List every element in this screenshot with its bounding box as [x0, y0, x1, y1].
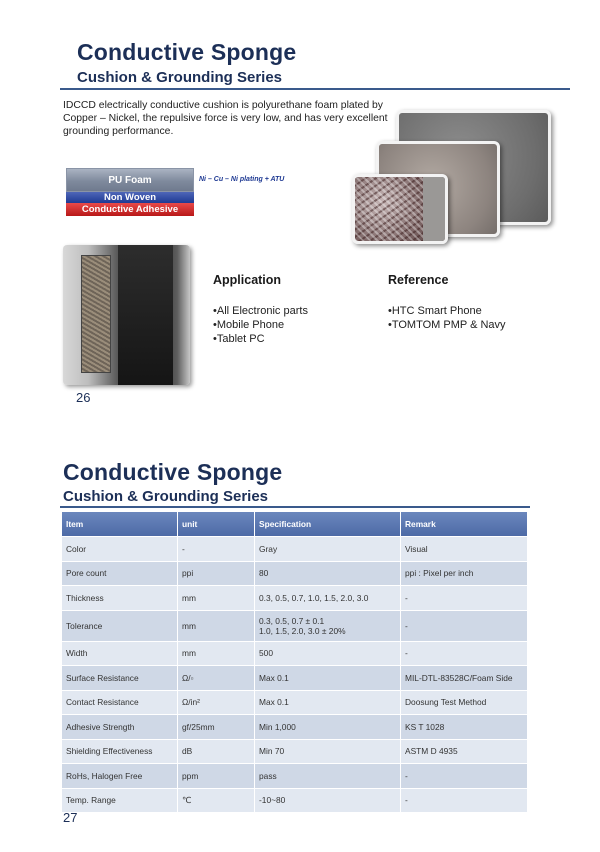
cell-item: Thickness [62, 585, 178, 610]
cell-unit: mm [178, 610, 255, 641]
sponge-photo-closeup [352, 174, 448, 244]
cell-spec: Max 0.1 [255, 690, 401, 715]
cell-remark: - [401, 585, 528, 610]
cell-item: Tolerance [62, 610, 178, 641]
page-number: 27 [63, 810, 78, 825]
cell-spec: Max 0.1 [255, 665, 401, 690]
cell-remark: - [401, 763, 528, 788]
cell-spec [255, 610, 401, 641]
cell-unit: mm [178, 641, 255, 666]
cell-item: Surface Resistance [62, 665, 178, 690]
cell-unit: dB [178, 739, 255, 764]
cell-spec: -10~80 [255, 788, 401, 813]
device-application-photo [63, 245, 190, 385]
spec-line: 0.3, 0.5, 0.7 ± 0.1 [259, 615, 325, 626]
cell-remark: ASTM D 4935 [401, 739, 528, 764]
cell-item: RoHs, Halogen Free [62, 763, 178, 788]
list-item: •All Electronic parts [213, 305, 308, 317]
cell-unit: Ω/in² [178, 690, 255, 715]
reference-heading: Reference [388, 273, 449, 287]
cell-spec: 0.3, 0.5, 0.7, 1.0, 1.5, 2.0, 3.0 [255, 585, 401, 610]
table-row [62, 665, 528, 690]
cell-unit: ℃ [178, 788, 255, 813]
cell-remark: - [401, 641, 528, 666]
table-header-row [62, 512, 528, 536]
cell-item: Width [62, 641, 178, 666]
cell-spec: 80 [255, 561, 401, 586]
table-row [62, 610, 528, 641]
cell-unit: ppi [178, 561, 255, 586]
list-item: •HTC Smart Phone [388, 305, 482, 317]
cell-item: Color [62, 536, 178, 561]
table-row [62, 585, 528, 610]
table-row [62, 536, 528, 561]
cell-unit: - [178, 536, 255, 561]
cell-remark: ppi : Pixel per inch [401, 561, 528, 586]
cell-item: Pore count [62, 561, 178, 586]
layer-non-woven: Non Woven [66, 192, 194, 203]
cell-item: Contact Resistance [62, 690, 178, 715]
header-item: Item [62, 512, 178, 536]
page-title: Conductive Sponge [77, 39, 297, 65]
table-row [62, 641, 528, 666]
table-row [62, 690, 528, 715]
layer-pu-foam: PU Foam [66, 168, 194, 192]
spec-line: 1.0, 1.5, 2.0, 3.0 ± 20% [259, 625, 346, 636]
cell-spec: Min 1,000 [255, 714, 401, 739]
title-divider [60, 506, 530, 508]
cell-item: Adhesive Strength [62, 714, 178, 739]
list-item: •Tablet PC [213, 333, 265, 345]
application-heading: Application [213, 273, 282, 287]
title-divider [60, 88, 570, 90]
cell-remark: - [401, 788, 528, 813]
cell-spec: 500 [255, 641, 401, 666]
cell-remark: Visual [401, 536, 528, 561]
cell-unit: Ω/▫ [178, 665, 255, 690]
table-row [62, 714, 528, 739]
table-row [62, 561, 528, 586]
cell-spec: Min 70 [255, 739, 401, 764]
reference-list [388, 304, 506, 332]
cell-remark: KS T 1028 [401, 714, 528, 739]
page-subtitle: Cushion & Grounding Series [63, 488, 269, 505]
cell-unit: ppm [178, 763, 255, 788]
list-item: •Mobile Phone [213, 319, 285, 331]
cell-unit: mm [178, 585, 255, 610]
header-specification: Specification [255, 512, 401, 536]
application-list [213, 304, 308, 346]
cell-remark: - [401, 610, 528, 641]
cell-spec: Gray [255, 536, 401, 561]
cell-spec: pass [255, 763, 401, 788]
plating-note: Ni – Cu – Ni plating + ATU [199, 176, 285, 183]
header-remark: Remark [401, 512, 528, 536]
header-unit: unit [178, 512, 255, 536]
cell-item: Shielding Effectiveness [62, 739, 178, 764]
spec-table [62, 512, 528, 812]
cell-unit: gf/25mm [178, 714, 255, 739]
cell-remark: MIL-DTL-83528C/Foam Side [401, 665, 528, 690]
intro-paragraph: IDCCD electrically conductive cushion is polyurethane foam plated by Copper – Nickel, the repulsive force is very low, and has very excellent grounding performance. [63, 100, 388, 137]
cell-item: Temp. Range [62, 788, 178, 813]
table-row [62, 763, 528, 788]
page-title: Conductive Sponge [63, 459, 283, 485]
layer-conductive-adhesive: Conductive Adhesive [66, 203, 194, 216]
page-number: 26 [76, 390, 91, 405]
table-row [62, 739, 528, 764]
page-subtitle: Cushion & Grounding Series [77, 69, 283, 86]
cell-remark: Doosung Test Method [401, 690, 528, 715]
list-item: •TOMTOM PMP & Navy [388, 319, 506, 331]
table-row [62, 788, 528, 813]
